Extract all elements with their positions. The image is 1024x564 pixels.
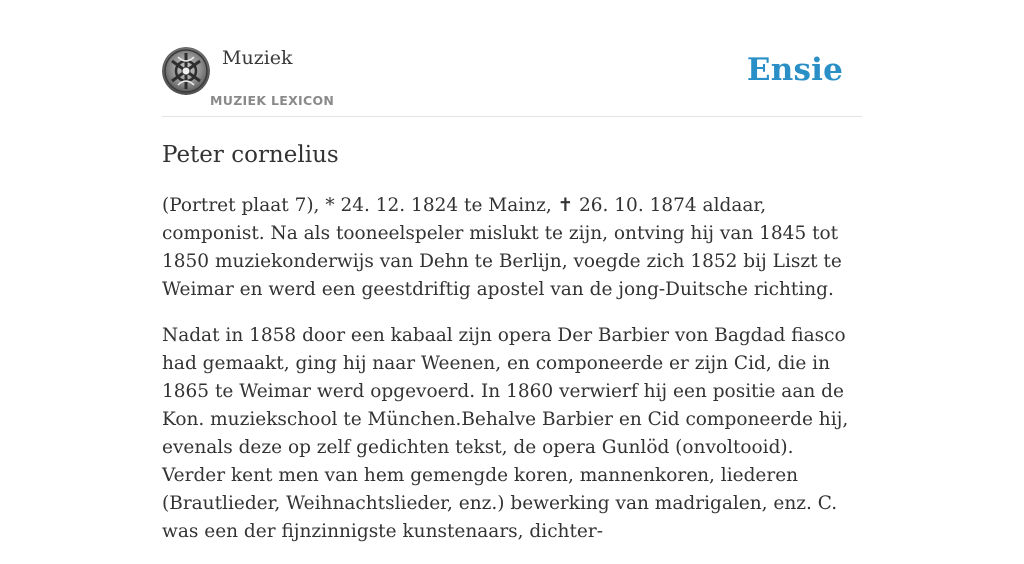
brand-logo[interactable]: Ensie [746, 52, 843, 88]
article-paragraph: (Portret plaat 7), * 24. 12. 1824 te Mainz, ✝ 26. 10. 1874 aldaar, componist. Na als tooneelspeler mislukt te zijn, ontving hij van 1845 tot 1850 muziekonderwijs van Dehn te Berlijn, voegde zich 1852 bij Liszt te Weimar en werd een geestdriftig apostel van de jong-Duitsche richting. [162, 195, 842, 300]
site-subtitle[interactable]: MUZIEK LEXICON [210, 93, 335, 108]
article-body [162, 192, 862, 564]
site-name[interactable]: Muziek [222, 47, 293, 69]
music-ornament-icon[interactable] [162, 47, 210, 95]
page-title: Peter cornelius [162, 142, 339, 168]
header [162, 0, 862, 117]
article-paragraph: Nadat in 1858 door een kabaal zijn opera Der Barbier von Bagdad fiasco had gemaakt, ging hij naar Weenen, en componeerde er zijn Cid, die in 1865 te Weimar werd opgevoerd. In 1860 verwierf hij een positie aan de Kon. muziekschool te München.Behalve Barbier en Cid componeerde hij, evenals deze op zelf gedichten tekst, de opera Gunlöd (onvoltooid). Verder kent men van hem gemengde koren, mannenkoren, liederen (Brautlieder, Weihnachtslieder, enz.) bewerking van madrigalen, enz. C. was een der fijnzinnigste kunstenaars, dichter- [162, 325, 849, 542]
page [162, 0, 862, 542]
